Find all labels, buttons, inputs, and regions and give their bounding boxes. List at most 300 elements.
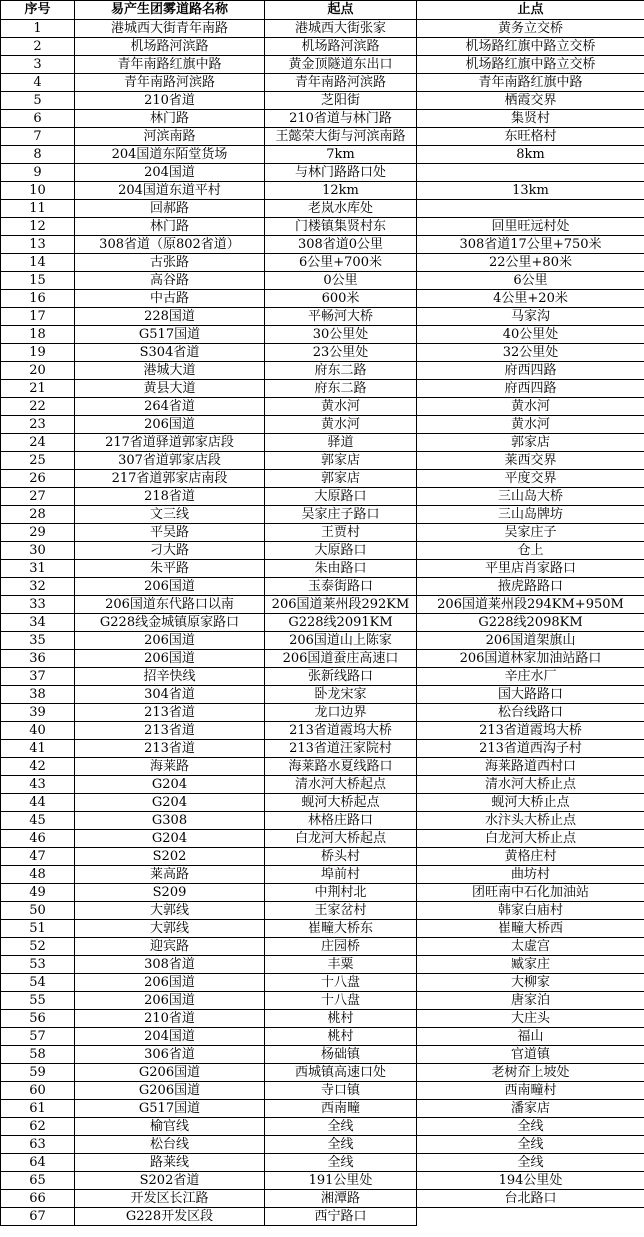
table-row [1,974,644,992]
road-name-cell: 莱高路 [75,866,265,884]
start-point-cell: 寺口镇 [265,1082,417,1100]
start-point-cell: 门楼镇集贤村东 [265,218,417,236]
start-point-cell: 十八盘 [265,992,417,1010]
end-point-cell: 13km [417,182,644,200]
row-number-cell: 4 [1,74,75,92]
road-name-cell: 206国道 [75,632,265,650]
row-number-cell: 38 [1,686,75,704]
row-number-cell: 50 [1,902,75,920]
start-point-cell: 府东二路 [265,380,417,398]
road-name-cell: 高谷路 [75,272,265,290]
row-number-cell: 24 [1,434,75,452]
table-row [1,776,644,794]
row-number-cell: 31 [1,560,75,578]
end-point-cell: 机场路红旗中路立交桥 [417,38,644,56]
table-row [1,1118,644,1136]
table-row [1,146,644,164]
table-row [1,1010,644,1028]
row-number-cell: 42 [1,758,75,776]
road-name-cell: G206国道 [75,1082,265,1100]
road-name-cell: S304省道 [75,344,265,362]
table-row [1,1064,644,1082]
start-point-cell: 青年南路河滨路 [265,74,417,92]
table-row [1,38,644,56]
start-point-cell: 全线 [265,1136,417,1154]
row-number-cell: 62 [1,1118,75,1136]
header-number: 序号 [1,1,75,20]
start-point-cell: 崔疃大桥东 [265,920,417,938]
table-row [1,254,644,272]
end-point-cell: 194公里处 [417,1172,644,1190]
start-point-cell: 郭家店 [265,470,417,488]
table-row [1,1028,644,1046]
row-number-cell: 55 [1,992,75,1010]
start-point-cell: 全线 [265,1118,417,1136]
row-number-cell: 17 [1,308,75,326]
row-number-cell: 35 [1,632,75,650]
end-point-cell: 栖霞交界 [417,92,644,110]
start-point-cell: 白龙河大桥起点 [265,830,417,848]
start-point-cell: 206国道山上陈家 [265,632,417,650]
start-point-cell: 埠前村 [265,866,417,884]
table-row [1,506,644,524]
row-number-cell: 57 [1,1028,75,1046]
row-number-cell: 64 [1,1154,75,1172]
road-name-cell: 朱平路 [75,560,265,578]
road-name-cell: S202省道 [75,1172,265,1190]
table-row [1,1100,644,1118]
road-name-cell: 307省道郭家店段 [75,452,265,470]
road-name-cell: 松台线 [75,1136,265,1154]
start-point-cell: 23公里处 [265,344,417,362]
table-row [1,92,644,110]
end-point-cell: 团旺南中石化加油站 [417,884,644,902]
end-point-cell: 三山岛大桥 [417,488,644,506]
end-point-cell: 郭家店 [417,434,644,452]
table-row [1,956,644,974]
road-name-cell: 206国道 [75,650,265,668]
header-row [1,1,644,20]
start-point-cell: 王家岔村 [265,902,417,920]
table-row [1,632,644,650]
road-name-cell: G517国道 [75,1100,265,1118]
start-point-cell: 清水河大桥起点 [265,776,417,794]
table-row [1,812,644,830]
road-name-cell: 206国道 [75,992,265,1010]
end-point-cell: 马家沟 [417,308,644,326]
road-name-cell: 河滨南路 [75,128,265,146]
road-name-cell: 213省道 [75,704,265,722]
start-point-cell: 与林门路路口处 [265,164,417,182]
end-point-cell: 青年南路红旗中路 [417,74,644,92]
row-number-cell: 52 [1,938,75,956]
road-name-cell: 回郝路 [75,200,265,218]
road-name-cell: G206国道 [75,1064,265,1082]
table-row [1,614,644,632]
road-name-cell: 206国道 [75,974,265,992]
road-name-cell: G204 [75,776,265,794]
end-point-cell: 松台线路口 [417,704,644,722]
table-row [1,704,644,722]
end-point-cell: 全线 [417,1118,644,1136]
row-number-cell: 3 [1,56,75,74]
table-row [1,668,644,686]
row-number-cell: 33 [1,596,75,614]
start-point-cell: 玉泰街路口 [265,578,417,596]
row-number-cell: 41 [1,740,75,758]
table-row [1,488,644,506]
row-number-cell: 60 [1,1082,75,1100]
road-name-cell: 308省道 [75,956,265,974]
table-row [1,218,644,236]
start-point-cell: 郭家店 [265,452,417,470]
row-number-cell: 37 [1,668,75,686]
start-point-cell: 老岚水库处 [265,200,417,218]
table-row [1,434,644,452]
row-number-cell: 16 [1,290,75,308]
road-name-cell: 古张路 [75,254,265,272]
end-point-cell: 回里旺远村处 [417,218,644,236]
row-number-cell: 61 [1,1100,75,1118]
end-point-cell: 集贤村 [417,110,644,128]
start-point-cell: 张新线路口 [265,668,417,686]
row-number-cell: 44 [1,794,75,812]
row-number-cell: 66 [1,1190,75,1208]
row-number-cell: 45 [1,812,75,830]
start-point-cell: 600米 [265,290,417,308]
start-point-cell: 港城西大街张家 [265,20,417,38]
start-point-cell: 0公里 [265,272,417,290]
start-point-cell: 213省道汪家院村 [265,740,417,758]
road-name-cell: 青年南路红旗中路 [75,56,265,74]
start-point-cell: 全线 [265,1154,417,1172]
road-name-cell: 206国道 [75,578,265,596]
table-row [1,1136,644,1154]
road-name-cell: 308省道（原802省道） [75,236,265,254]
end-point-cell: 全线 [417,1136,644,1154]
table-row [1,866,644,884]
end-point-cell: 老树夼上坡处 [417,1064,644,1082]
road-name-cell: 218省道 [75,488,265,506]
end-point-cell: 水汴头大桥止点 [417,812,644,830]
row-number-cell: 49 [1,884,75,902]
table-row [1,344,644,362]
end-point-cell: 黄水河 [417,416,644,434]
table-row [1,1154,644,1172]
road-name-cell: 206国道 [75,416,265,434]
table-row [1,470,644,488]
table-row [1,794,644,812]
table-row [1,452,644,470]
road-name-cell: 206国道东代路口以南 [75,596,265,614]
road-name-cell: 黄县大道 [75,380,265,398]
end-point-cell: 掖虎路路口 [417,578,644,596]
end-point-cell: 206国道林家加油站路口 [417,650,644,668]
road-name-cell: 机场路河滨路 [75,38,265,56]
table-row [1,848,644,866]
table-row [1,578,644,596]
road-name-cell: 迎宾路 [75,938,265,956]
row-number-cell: 56 [1,1010,75,1028]
row-number-cell: 15 [1,272,75,290]
table-row [1,938,644,956]
start-point-cell: 206国道蚕庄高速口 [265,650,417,668]
row-number-cell: 27 [1,488,75,506]
row-number-cell: 29 [1,524,75,542]
header-start-point: 起点 [265,1,417,20]
table-row [1,236,644,254]
row-number-cell: 58 [1,1046,75,1064]
end-point-cell: 213省道霞坞大桥 [417,722,644,740]
road-name-cell: 中古路 [75,290,265,308]
end-point-cell: 辛庄水厂 [417,668,644,686]
start-point-cell: 大原路口 [265,542,417,560]
road-name-cell: G517国道 [75,326,265,344]
row-number-cell: 23 [1,416,75,434]
table-row [1,1172,644,1190]
table-row [1,416,644,434]
row-number-cell: 54 [1,974,75,992]
row-number-cell: 53 [1,956,75,974]
header-end-point: 止点 [417,1,644,20]
start-point-cell: 龙口边界 [265,704,417,722]
table-row [1,362,644,380]
road-name-cell: 228国道 [75,308,265,326]
end-point-cell: 清水河大桥止点 [417,776,644,794]
start-point-cell: 府东二路 [265,362,417,380]
road-name-cell: 大郭线 [75,902,265,920]
table-row [1,308,644,326]
end-point-cell: 全线 [417,1154,644,1172]
row-number-cell: 19 [1,344,75,362]
table-row [1,128,644,146]
row-number-cell: 30 [1,542,75,560]
start-point-cell: 桥头村 [265,848,417,866]
road-name-cell: 210省道 [75,1010,265,1028]
table-row [1,326,644,344]
table-body [1,20,644,1226]
table-row [1,74,644,92]
road-name-cell: 榆官线 [75,1118,265,1136]
table-row [1,200,644,218]
table-row [1,830,644,848]
road-name-cell: 217省道驿道郭家店段 [75,434,265,452]
row-number-cell: 11 [1,200,75,218]
start-point-cell: 驿道 [265,434,417,452]
table-row [1,596,644,614]
table-row [1,110,644,128]
end-point-cell: 40公里处 [417,326,644,344]
end-point-cell: 黄务立交桥 [417,20,644,38]
table-row [1,542,644,560]
road-name-cell: 开发区长江路 [75,1190,265,1208]
start-point-cell: 大原路口 [265,488,417,506]
start-point-cell: 黄水河 [265,398,417,416]
end-point-cell: 西南疃村 [417,1082,644,1100]
road-name-cell: 大郭线 [75,920,265,938]
road-name-cell: G308 [75,812,265,830]
row-number-cell: 67 [1,1208,75,1226]
road-name-cell: 264省道 [75,398,265,416]
row-number-cell: 12 [1,218,75,236]
start-point-cell: 30公里处 [265,326,417,344]
road-name-cell: 海莱路 [75,758,265,776]
row-number-cell: 46 [1,830,75,848]
end-point-cell: 平里店肖家路口 [417,560,644,578]
road-name-cell: 210省道 [75,92,265,110]
end-point-cell [417,1208,644,1226]
end-point-cell: 臧家庄 [417,956,644,974]
start-point-cell: 桃村 [265,1028,417,1046]
row-number-cell: 34 [1,614,75,632]
end-point-cell: 吴家庄子 [417,524,644,542]
start-point-cell: 黄水河 [265,416,417,434]
start-point-cell: G228线2091KM [265,614,417,632]
row-number-cell: 26 [1,470,75,488]
road-name-cell: 204国道 [75,164,265,182]
start-point-cell: 蚬河大桥起点 [265,794,417,812]
road-name-cell: 港城大道 [75,362,265,380]
table-row [1,20,644,38]
table-row [1,1082,644,1100]
table-row [1,164,644,182]
table-row [1,884,644,902]
table-row [1,380,644,398]
start-point-cell: 黄金顶隧道东出口 [265,56,417,74]
row-number-cell: 48 [1,866,75,884]
row-number-cell: 28 [1,506,75,524]
end-point-cell: 206国道架旗山 [417,632,644,650]
end-point-cell: 大庄头 [417,1010,644,1028]
start-point-cell: 湘潭路 [265,1190,417,1208]
row-number-cell: 43 [1,776,75,794]
start-point-cell: 7km [265,146,417,164]
start-point-cell: 海莱路水夏线路口 [265,758,417,776]
table-row [1,650,644,668]
end-point-cell: 8km [417,146,644,164]
end-point-cell: 蚬河大桥止点 [417,794,644,812]
end-point-cell: 4公里+20米 [417,290,644,308]
row-number-cell: 5 [1,92,75,110]
start-point-cell: 桃村 [265,1010,417,1028]
road-name-cell: 213省道 [75,740,265,758]
table-row [1,1046,644,1064]
row-number-cell: 8 [1,146,75,164]
road-name-cell: 204国道东陌堂货场 [75,146,265,164]
end-point-cell: 曲坊村 [417,866,644,884]
road-name-cell: 林门路 [75,218,265,236]
row-number-cell: 18 [1,326,75,344]
start-point-cell: 中荆村北 [265,884,417,902]
road-name-cell: G228开发区段 [75,1208,265,1226]
end-point-cell: 213省道西沟子村 [417,740,644,758]
table-row [1,272,644,290]
end-point-cell: 黄格庄村 [417,848,644,866]
end-point-cell: 潘家店 [417,1100,644,1118]
row-number-cell: 9 [1,164,75,182]
end-point-cell: 台北路口 [417,1190,644,1208]
start-point-cell: 王懿荣大街与河滨南路 [265,128,417,146]
row-number-cell: 13 [1,236,75,254]
end-point-cell: 东旺格村 [417,128,644,146]
start-point-cell: 西宁路口 [265,1208,417,1226]
road-name-cell: 林门路 [75,110,265,128]
start-point-cell: 213省道霞坞大桥 [265,722,417,740]
end-point-cell: 6公里 [417,272,644,290]
start-point-cell: 西城镇高速口处 [265,1064,417,1082]
row-number-cell: 1 [1,20,75,38]
start-point-cell: 朱由路口 [265,560,417,578]
table-row [1,686,644,704]
table-row [1,524,644,542]
start-point-cell: 191公里处 [265,1172,417,1190]
road-name-cell: G204 [75,794,265,812]
end-point-cell: G228线2098KM [417,614,644,632]
end-point-cell: 韩家白庙村 [417,902,644,920]
start-point-cell: 210省道与林门路 [265,110,417,128]
road-name-cell: 港城西大街青年南路 [75,20,265,38]
row-number-cell: 25 [1,452,75,470]
end-point-cell: 官道镇 [417,1046,644,1064]
start-point-cell: 杨础镇 [265,1046,417,1064]
row-number-cell: 32 [1,578,75,596]
end-point-cell: 32公里处 [417,344,644,362]
road-name-cell: 204国道东道平村 [75,182,265,200]
row-number-cell: 14 [1,254,75,272]
end-point-cell: 莱西交界 [417,452,644,470]
row-number-cell: 7 [1,128,75,146]
road-name-cell: G204 [75,830,265,848]
table-row [1,1190,644,1208]
row-number-cell: 6 [1,110,75,128]
table-row [1,992,644,1010]
end-point-cell: 福山 [417,1028,644,1046]
end-point-cell: 黄水河 [417,398,644,416]
end-point-cell: 崔疃大桥西 [417,920,644,938]
start-point-cell: 王贾村 [265,524,417,542]
row-number-cell: 51 [1,920,75,938]
end-point-cell [417,164,644,182]
table-row [1,182,644,200]
row-number-cell: 2 [1,38,75,56]
road-name-cell: 路莱线 [75,1154,265,1172]
table-row [1,56,644,74]
road-name-cell: 刁大路 [75,542,265,560]
end-point-cell: 国大路路口 [417,686,644,704]
start-point-cell: 308省道0公里 [265,236,417,254]
end-point-cell: 府西四路 [417,362,644,380]
road-name-cell: 204国道 [75,1028,265,1046]
road-name-cell: 平吴路 [75,524,265,542]
table-row [1,722,644,740]
road-name-cell: 招辛快线 [75,668,265,686]
table-row [1,1208,644,1226]
road-name-cell: S209 [75,884,265,902]
start-point-cell: 吴家庄子路口 [265,506,417,524]
road-name-cell: 217省道郭家店南段 [75,470,265,488]
start-point-cell: 平畅河大桥 [265,308,417,326]
row-number-cell: 47 [1,848,75,866]
road-name-cell: 213省道 [75,722,265,740]
row-number-cell: 22 [1,398,75,416]
end-point-cell: 府西四路 [417,380,644,398]
road-name-cell: 306省道 [75,1046,265,1064]
row-number-cell: 36 [1,650,75,668]
end-point-cell: 22公里+80米 [417,254,644,272]
start-point-cell: 林格庄路口 [265,812,417,830]
table-row [1,290,644,308]
row-number-cell: 59 [1,1064,75,1082]
